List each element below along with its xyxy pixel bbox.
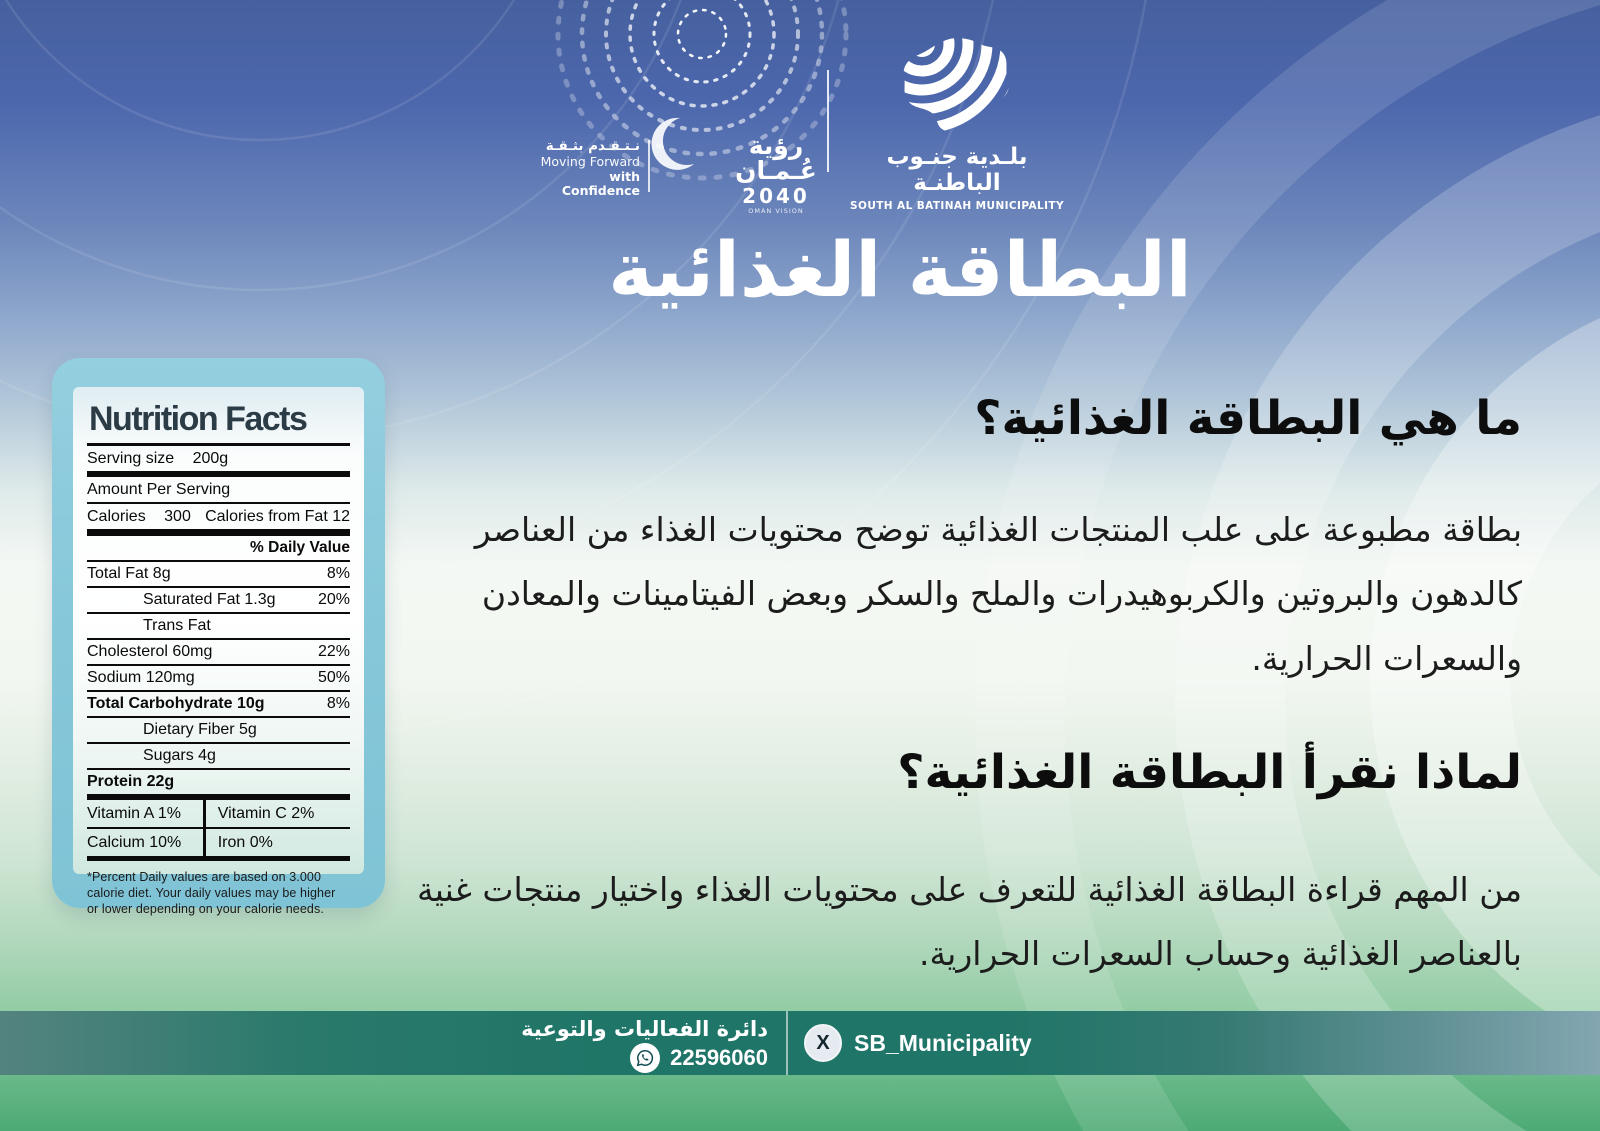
nutrition-facts-label [73,387,364,917]
daily-value-header: % Daily Value [87,536,350,562]
section-body-what-is: بطاقة مطبوعة على علب المنتجات الغذائية توضح محتويات الغذاء من العناصر كالدهون والبروتين والكربوهيدرات والملح والسكر وبعض الفيتامينات والمعادن والسعرات الحرارية. [474,510,1522,678]
phone-number: 22596060 [670,1045,768,1070]
tagline-english-line2: with Confidence [561,168,640,199]
municipality-name-arabic: بلـدية جنـوب الباطنـة [886,144,1028,196]
municipality-emblem-icon [890,36,1024,138]
section-heading-why-read: لماذا نقرأ البطاقة الغذائية؟ [897,745,1522,800]
social-contact [804,1024,1032,1062]
nutrient-row-trans-fat: Trans Fat [87,614,350,640]
amount-per-serving: Amount Per Serving [87,481,231,499]
phone-contact [630,1043,768,1073]
header [0,0,1600,215]
nutrition-facts-card [52,358,385,917]
page-title: البطاقة الغذائية [608,225,1192,314]
nutrition-footnote: *Percent Daily values are based on 3.000 calorie diet. Your daily values may be higher or lower depending on your calorie needs. [87,869,336,917]
micronutrients-table [87,800,350,861]
vision-caption: OMAN VISION [748,207,804,215]
x-twitter-icon: X [804,1024,842,1062]
footer-divider [786,1011,788,1075]
social-handle: SB_Municipality [854,1029,1032,1056]
micronutrient-row: Vitamin A 1% Vitamin C 2% [87,800,350,829]
municipality-name-english: SOUTH AL BATINAH MUNICIPALITY [850,200,1064,212]
tagline-english-line1: Moving Forward [540,153,640,169]
municipality-logo [850,36,1064,212]
nutrient-row-saturated-fat: Saturated Fat 1.3g 20% [87,588,350,614]
nutrient-row-total-fat: Total Fat 8g 8% [87,562,350,588]
nutrient-row-protein: Protein 22g [87,773,175,791]
nutrient-row-total-carbohydrate: Total Carbohydrate 10g 8% [87,692,350,718]
serving-size-row [87,446,350,471]
calories-from-fat: Calories from Fat 12 [205,508,350,526]
nutrient-row-dietary-fiber: Dietary Fiber 5g [87,718,350,744]
nutrient-row-sodium: Sodium 120mg 50% [87,666,350,692]
nutrient-row-sugars: Sugars 4g [87,744,350,770]
nutrition-facts-title: Nutrition Facts [89,400,307,438]
calories-value: 300 [164,508,191,526]
vision-wordmark-arabic: رؤية عُـمـان [735,131,817,185]
section-heading-what-is: ما هي البطاقة الغذائية؟ [974,391,1522,446]
nutrient-row-cholesterol: Cholesterol 60mg 22% [87,640,350,666]
vision-2040-wordmark [726,133,826,215]
section-body-why-read: من المهم قراءة البطاقة الغذائية للتعرف على محتويات الغذاء واختيار منتجات غنية بالعناصر الغذائية وحساب السعرات الحرارية. [417,870,1522,974]
tagline-arabic: نـتـقـدم بثـقـة [545,138,640,154]
whatsapp-icon [630,1043,660,1073]
footer-bar [0,1011,1600,1075]
logo-divider [827,70,829,172]
micronutrient-row: Calcium 10% Iron 0% [87,829,350,856]
serving-size-label: Serving size [87,450,175,468]
thick-divider [87,529,350,536]
calories-label: Calories [87,508,146,526]
department-name: دائرة الفعاليات والتوعية [521,1017,768,1041]
serving-size-value: 200g [192,450,229,468]
calories-row [87,504,350,529]
vision-year: 2040 [742,184,810,208]
